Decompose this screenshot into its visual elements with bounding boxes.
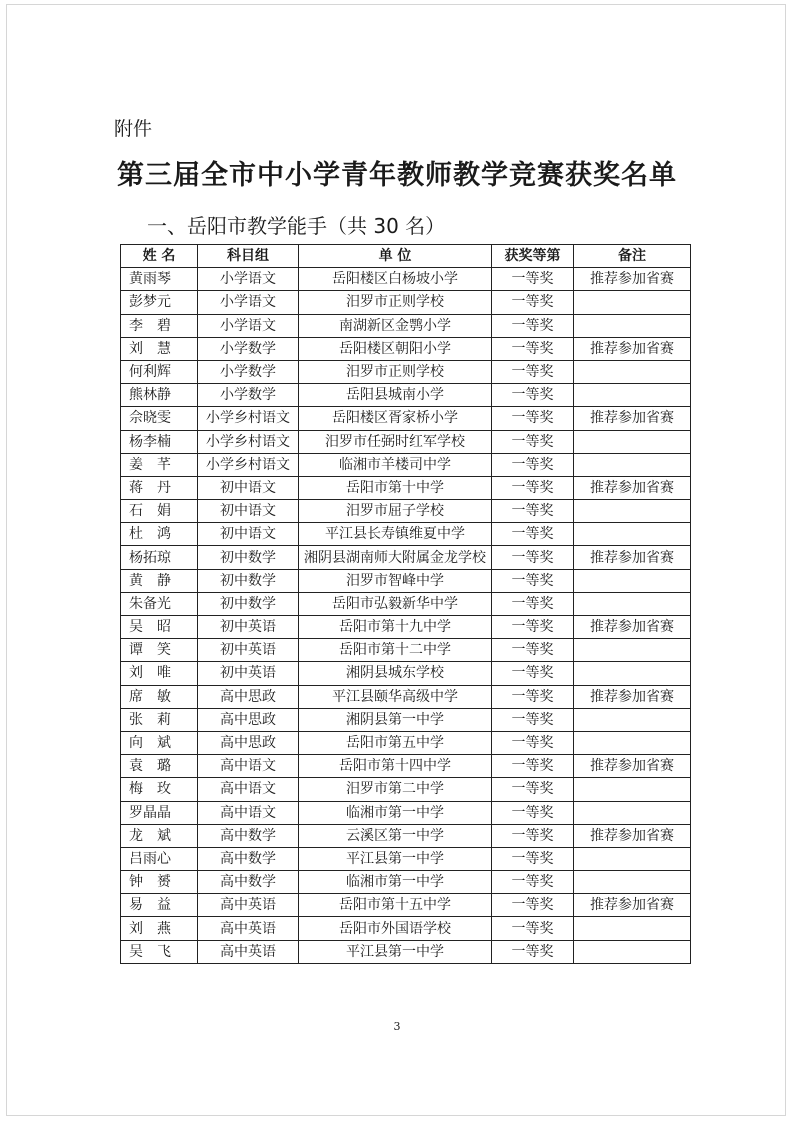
cell-award: 一等奖 bbox=[492, 685, 574, 708]
table-row bbox=[121, 546, 691, 569]
cell-award: 一等奖 bbox=[492, 314, 574, 337]
cell-note: 推荐参加省赛 bbox=[574, 755, 691, 778]
cell-unit: 岳阳市第十五中学 bbox=[299, 894, 492, 917]
cell-name: 熊林静 bbox=[121, 384, 198, 407]
cell-note: 推荐参加省赛 bbox=[574, 685, 691, 708]
cell-subject: 高中思政 bbox=[198, 708, 299, 731]
cell-unit: 岳阳市外国语学校 bbox=[299, 917, 492, 940]
cell-name: 谭 笑 bbox=[121, 639, 198, 662]
cell-subject: 高中思政 bbox=[198, 685, 299, 708]
table-header-row bbox=[121, 245, 691, 268]
table-row bbox=[121, 268, 691, 291]
cell-award: 一等奖 bbox=[492, 500, 574, 523]
cell-subject: 小学乡村语文 bbox=[198, 407, 299, 430]
cell-note: 推荐参加省赛 bbox=[574, 337, 691, 360]
cell-subject: 初中英语 bbox=[198, 639, 299, 662]
cell-name: 袁 璐 bbox=[121, 755, 198, 778]
cell-award: 一等奖 bbox=[492, 824, 574, 847]
cell-unit: 汨罗市第二中学 bbox=[299, 778, 492, 801]
cell-note bbox=[574, 662, 691, 685]
table-row bbox=[121, 778, 691, 801]
cell-award: 一等奖 bbox=[492, 871, 574, 894]
cell-unit: 临湘市羊楼司中学 bbox=[299, 453, 492, 476]
cell-award: 一等奖 bbox=[492, 894, 574, 917]
cell-unit: 岳阳市第十九中学 bbox=[299, 616, 492, 639]
cell-award: 一等奖 bbox=[492, 546, 574, 569]
cell-subject: 初中语文 bbox=[198, 476, 299, 499]
cell-award: 一等奖 bbox=[492, 407, 574, 430]
cell-name: 姜 芊 bbox=[121, 453, 198, 476]
cell-subject: 小学数学 bbox=[198, 384, 299, 407]
document-title: 第三届全市中小学青年教师教学竞赛获奖名单 bbox=[117, 160, 677, 191]
cell-unit: 岳阳楼区白杨坡小学 bbox=[299, 268, 492, 291]
cell-award: 一等奖 bbox=[492, 731, 574, 754]
cell-award: 一等奖 bbox=[492, 639, 574, 662]
cell-award: 一等奖 bbox=[492, 453, 574, 476]
cell-unit: 湘阴县城东学校 bbox=[299, 662, 492, 685]
cell-subject: 初中英语 bbox=[198, 662, 299, 685]
cell-name: 刘 唯 bbox=[121, 662, 198, 685]
cell-award: 一等奖 bbox=[492, 268, 574, 291]
cell-subject: 小学语文 bbox=[198, 291, 299, 314]
table-row bbox=[121, 801, 691, 824]
cell-award: 一等奖 bbox=[492, 569, 574, 592]
awards-table bbox=[120, 244, 691, 964]
cell-subject: 高中英语 bbox=[198, 894, 299, 917]
cell-name: 黄 静 bbox=[121, 569, 198, 592]
table-row bbox=[121, 940, 691, 963]
cell-name: 罗晶晶 bbox=[121, 801, 198, 824]
cell-unit: 岳阳市第五中学 bbox=[299, 731, 492, 754]
header-award: 获奖等第 bbox=[492, 245, 574, 268]
header-note: 备注 bbox=[574, 245, 691, 268]
cell-award: 一等奖 bbox=[492, 592, 574, 615]
awards-table-body bbox=[121, 268, 691, 964]
table-row bbox=[121, 523, 691, 546]
table-row bbox=[121, 616, 691, 639]
cell-subject: 高中数学 bbox=[198, 824, 299, 847]
cell-unit: 平江县第一中学 bbox=[299, 847, 492, 870]
cell-subject: 高中英语 bbox=[198, 917, 299, 940]
cell-name: 吴 飞 bbox=[121, 940, 198, 963]
cell-note bbox=[574, 453, 691, 476]
cell-name: 黄雨琴 bbox=[121, 268, 198, 291]
cell-award: 一等奖 bbox=[492, 523, 574, 546]
table-row bbox=[121, 708, 691, 731]
cell-name: 梅 玫 bbox=[121, 778, 198, 801]
table-row bbox=[121, 337, 691, 360]
cell-award: 一等奖 bbox=[492, 917, 574, 940]
cell-award: 一等奖 bbox=[492, 616, 574, 639]
cell-name: 杜 鸿 bbox=[121, 523, 198, 546]
table-row bbox=[121, 592, 691, 615]
cell-subject: 初中语文 bbox=[198, 500, 299, 523]
cell-note bbox=[574, 871, 691, 894]
cell-unit: 岳阳市第十四中学 bbox=[299, 755, 492, 778]
cell-subject: 初中数学 bbox=[198, 592, 299, 615]
cell-unit: 临湘市第一中学 bbox=[299, 871, 492, 894]
cell-name: 吴 昭 bbox=[121, 616, 198, 639]
cell-subject: 初中英语 bbox=[198, 616, 299, 639]
table-row bbox=[121, 755, 691, 778]
cell-name: 刘 慧 bbox=[121, 337, 198, 360]
cell-name: 杨拓琼 bbox=[121, 546, 198, 569]
cell-name: 彭梦元 bbox=[121, 291, 198, 314]
cell-unit: 岳阳市弘毅新华中学 bbox=[299, 592, 492, 615]
cell-name: 朱备光 bbox=[121, 592, 198, 615]
cell-subject: 高中英语 bbox=[198, 940, 299, 963]
cell-award: 一等奖 bbox=[492, 801, 574, 824]
cell-award: 一等奖 bbox=[492, 662, 574, 685]
cell-subject: 初中数学 bbox=[198, 569, 299, 592]
cell-subject: 高中语文 bbox=[198, 755, 299, 778]
cell-subject: 小学语文 bbox=[198, 268, 299, 291]
table-row bbox=[121, 824, 691, 847]
page-number: 3 bbox=[393, 1020, 401, 1033]
cell-subject: 小学乡村语文 bbox=[198, 453, 299, 476]
cell-note bbox=[574, 500, 691, 523]
cell-subject: 高中数学 bbox=[198, 871, 299, 894]
table-row bbox=[121, 662, 691, 685]
cell-subject: 高中数学 bbox=[198, 847, 299, 870]
table-row bbox=[121, 291, 691, 314]
cell-unit: 湘阴县湖南师大附属金龙学校 bbox=[299, 546, 492, 569]
table-row bbox=[121, 476, 691, 499]
table-row bbox=[121, 314, 691, 337]
header-unit: 单 位 bbox=[299, 245, 492, 268]
cell-note bbox=[574, 708, 691, 731]
cell-award: 一等奖 bbox=[492, 847, 574, 870]
cell-note: 推荐参加省赛 bbox=[574, 546, 691, 569]
cell-award: 一等奖 bbox=[492, 337, 574, 360]
table-row bbox=[121, 639, 691, 662]
table-row bbox=[121, 500, 691, 523]
cell-name: 张 莉 bbox=[121, 708, 198, 731]
cell-note bbox=[574, 801, 691, 824]
table-row bbox=[121, 917, 691, 940]
header-name: 姓 名 bbox=[121, 245, 198, 268]
cell-note: 推荐参加省赛 bbox=[574, 616, 691, 639]
cell-note bbox=[574, 384, 691, 407]
cell-award: 一等奖 bbox=[492, 360, 574, 383]
cell-subject: 小学乡村语文 bbox=[198, 430, 299, 453]
attachment-label: 附件 bbox=[114, 118, 153, 140]
section-heading: 一、岳阳市教学能手（共 30 名） bbox=[147, 214, 446, 238]
cell-award: 一等奖 bbox=[492, 476, 574, 499]
cell-unit: 南湖新区金鹗小学 bbox=[299, 314, 492, 337]
cell-note: 推荐参加省赛 bbox=[574, 407, 691, 430]
cell-unit: 汨罗市正则学校 bbox=[299, 291, 492, 314]
cell-note bbox=[574, 291, 691, 314]
cell-unit: 岳阳楼区胥家桥小学 bbox=[299, 407, 492, 430]
cell-award: 一等奖 bbox=[492, 755, 574, 778]
cell-unit: 湘阴县第一中学 bbox=[299, 708, 492, 731]
cell-unit: 平江县颐华高级中学 bbox=[299, 685, 492, 708]
cell-award: 一等奖 bbox=[492, 430, 574, 453]
cell-unit: 临湘市第一中学 bbox=[299, 801, 492, 824]
cell-award: 一等奖 bbox=[492, 708, 574, 731]
cell-unit: 平江县第一中学 bbox=[299, 940, 492, 963]
cell-unit: 岳阳楼区朝阳小学 bbox=[299, 337, 492, 360]
cell-name: 蒋 丹 bbox=[121, 476, 198, 499]
table-row bbox=[121, 569, 691, 592]
cell-note bbox=[574, 430, 691, 453]
cell-note bbox=[574, 847, 691, 870]
cell-unit: 岳阳市第十中学 bbox=[299, 476, 492, 499]
table-row bbox=[121, 685, 691, 708]
cell-unit: 汨罗市屈子学校 bbox=[299, 500, 492, 523]
cell-note bbox=[574, 940, 691, 963]
cell-note bbox=[574, 314, 691, 337]
cell-note bbox=[574, 917, 691, 940]
cell-name: 佘晓雯 bbox=[121, 407, 198, 430]
table-row bbox=[121, 731, 691, 754]
cell-name: 刘 燕 bbox=[121, 917, 198, 940]
cell-name: 李 碧 bbox=[121, 314, 198, 337]
cell-note: 推荐参加省赛 bbox=[574, 268, 691, 291]
cell-note bbox=[574, 639, 691, 662]
cell-unit: 汨罗市智峰中学 bbox=[299, 569, 492, 592]
cell-name: 何利辉 bbox=[121, 360, 198, 383]
cell-note: 推荐参加省赛 bbox=[574, 894, 691, 917]
cell-award: 一等奖 bbox=[492, 291, 574, 314]
cell-award: 一等奖 bbox=[492, 384, 574, 407]
cell-subject: 高中思政 bbox=[198, 731, 299, 754]
cell-name: 吕雨心 bbox=[121, 847, 198, 870]
table-row bbox=[121, 453, 691, 476]
cell-note bbox=[574, 778, 691, 801]
cell-unit: 云溪区第一中学 bbox=[299, 824, 492, 847]
cell-subject: 小学语文 bbox=[198, 314, 299, 337]
cell-award: 一等奖 bbox=[492, 778, 574, 801]
cell-unit: 平江县长寿镇维夏中学 bbox=[299, 523, 492, 546]
cell-note: 推荐参加省赛 bbox=[574, 824, 691, 847]
cell-name: 钟 赟 bbox=[121, 871, 198, 894]
cell-subject: 小学数学 bbox=[198, 337, 299, 360]
table-row bbox=[121, 384, 691, 407]
cell-note bbox=[574, 523, 691, 546]
header-subject: 科目组 bbox=[198, 245, 299, 268]
cell-note bbox=[574, 360, 691, 383]
table-row bbox=[121, 894, 691, 917]
cell-subject: 高中语文 bbox=[198, 801, 299, 824]
cell-note: 推荐参加省赛 bbox=[574, 476, 691, 499]
cell-name: 席 敏 bbox=[121, 685, 198, 708]
cell-note bbox=[574, 592, 691, 615]
table-row bbox=[121, 360, 691, 383]
cell-name: 易 益 bbox=[121, 894, 198, 917]
table-row bbox=[121, 407, 691, 430]
table-row bbox=[121, 430, 691, 453]
cell-unit: 岳阳市第十二中学 bbox=[299, 639, 492, 662]
cell-name: 龙 斌 bbox=[121, 824, 198, 847]
cell-subject: 小学数学 bbox=[198, 360, 299, 383]
cell-award: 一等奖 bbox=[492, 940, 574, 963]
cell-subject: 初中数学 bbox=[198, 546, 299, 569]
table-row bbox=[121, 847, 691, 870]
cell-name: 石 娟 bbox=[121, 500, 198, 523]
cell-unit: 汨罗市正则学校 bbox=[299, 360, 492, 383]
cell-name: 向 斌 bbox=[121, 731, 198, 754]
cell-subject: 初中语文 bbox=[198, 523, 299, 546]
cell-unit: 汨罗市任弼时红军学校 bbox=[299, 430, 492, 453]
cell-note bbox=[574, 569, 691, 592]
cell-subject: 高中语文 bbox=[198, 778, 299, 801]
cell-name: 杨李楠 bbox=[121, 430, 198, 453]
table-row bbox=[121, 871, 691, 894]
cell-note bbox=[574, 731, 691, 754]
cell-unit: 岳阳县城南小学 bbox=[299, 384, 492, 407]
